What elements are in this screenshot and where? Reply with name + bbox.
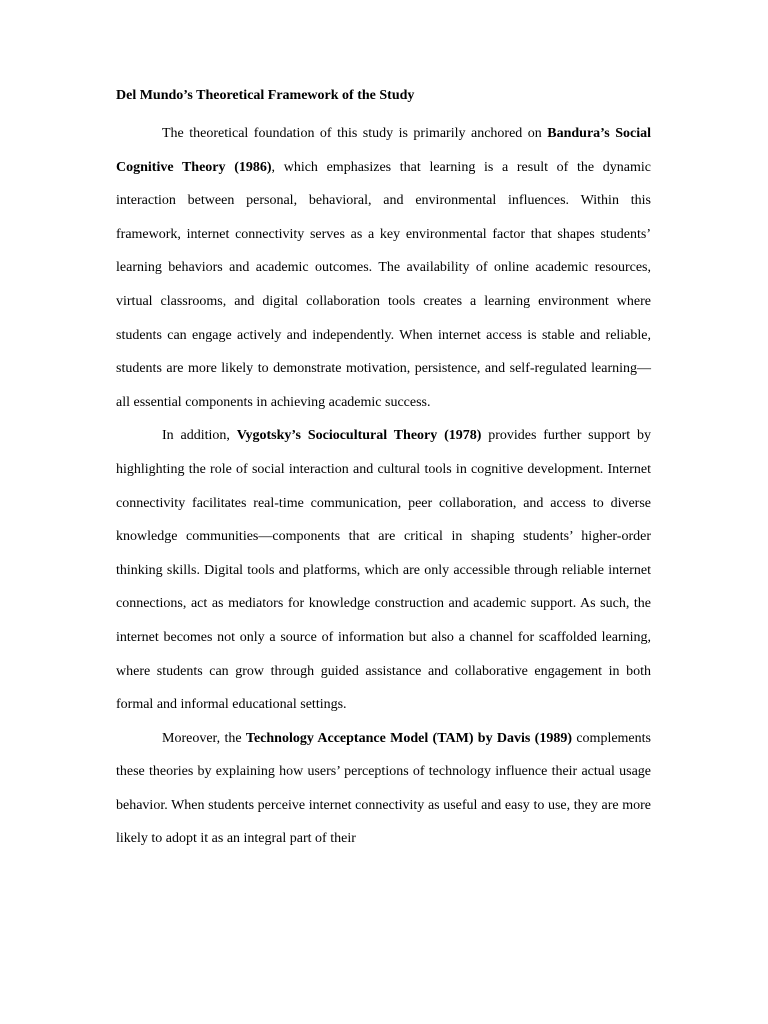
theory-name-bandura: Bandura’s Social Cognitive Theory (1986): [116, 126, 652, 175]
paragraph-text: The theoretical foundation of this study is primarily anchored on: [162, 126, 548, 141]
document-title: Del Mundo’s Theoretical Framework of the Study: [116, 88, 415, 103]
document-body: [116, 84, 651, 856]
paragraph-vygotsky: [116, 419, 651, 721]
theory-name-tam: Technology Acceptance Model (TAM) by Davis (1989): [245, 730, 573, 746]
paragraph-text: provides further support by highlighting the role of social interaction and cultural tools in cognitive development. Internet connectivity facilitates real-time communication, peer collaboration, and access to diverse knowledge communities—components that are critical in shaping students’ higher-order thinking skills. Digital tools and platforms, which are only accessible through reliable internet connections, act as mediators for knowledge construction and academic support. As such, the internet becomes not only a source of information but also a channel for scaffolded learning, where students can grow through guided assistance and collaborative engagement in both formal and informal educational settings.: [116, 428, 651, 713]
paragraph-text: In addition,: [162, 428, 237, 444]
paragraph-text: complements these theories by explaining how users’ perceptions of technology influence their actual usage behavior. When students perceive internet connectivity as useful and easy to use, they are more likely to adopt it as an integral part of their: [116, 730, 651, 847]
paragraph-text: , which emphasizes that learning is a result of the dynamic interaction between personal, behavioral, and environmental influences. Within this framework, internet connectivity serves as a key environmental factor that shapes students’ learning behaviors and academic outcomes. The availability of online academic resources, virtual classrooms, and digital collaboration tools creates a learning environment where students can engage actively and independently. When internet access is stable and reliable, students are more likely to demonstrate motivation, persistence, and self-regulated learning—all essential components in achieving academic success.: [116, 159, 651, 410]
paragraph-text: Moreover, the: [162, 730, 246, 746]
paragraph-bandura: [116, 117, 651, 419]
paragraph-tam: [116, 722, 651, 856]
theory-name-vygotsky: Vygotsky’s Sociocultural Theory (1978): [236, 428, 482, 444]
